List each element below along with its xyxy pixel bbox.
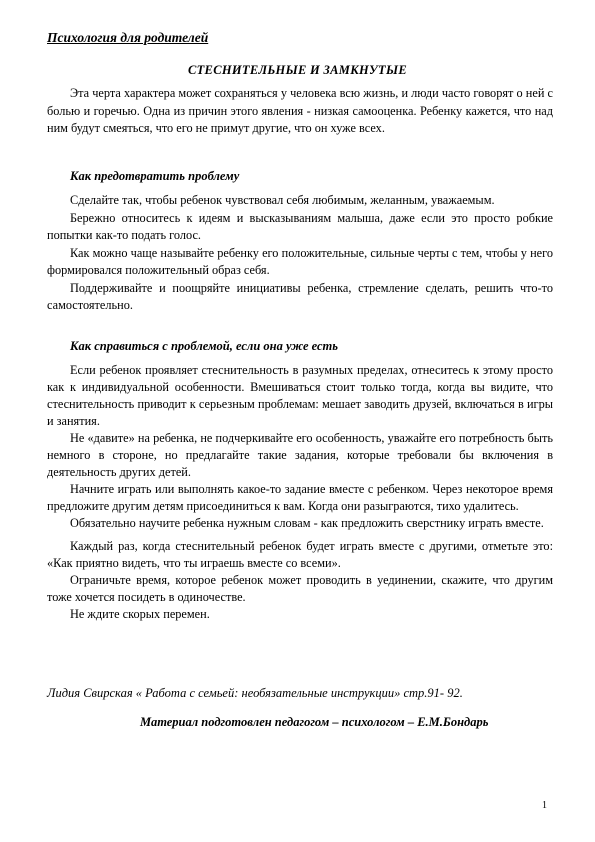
paragraph: Не ждите скорых перемен. bbox=[70, 607, 210, 621]
intro-block bbox=[47, 85, 553, 138]
paragraph: Обязательно научите ребенка нужным словам - как предложить сверстнику играть вместе. bbox=[70, 516, 544, 530]
paragraph: Каждый раз, когда стеснительный ребенок будет играть вместе с другими, отметьте это: «Как приятно видеть, что ты играешь вместе со всеми». bbox=[47, 539, 553, 570]
section-label: Психология для родителей bbox=[47, 30, 209, 45]
paragraph: Поддерживайте и поощряйте инициативы ребенка, стремление сделать, решить что-то самостоятельно. bbox=[47, 280, 553, 312]
paragraph: Бережно относитесь к идеям и высказываниям малыша, даже если это просто робкие попытки как-то подать голос. bbox=[47, 210, 553, 242]
paragraph: Не «давите» на ребенка, не подчеркивайте его особенность, уважайте его потребность быть немного в стороне, но предлагайте такие задания, которые требовали бы включения в деятельность других детей. bbox=[47, 431, 553, 479]
source-citation: Лидия Свирская « Работа с семьей: необязательные инструкции» стр.91- 92. bbox=[47, 686, 463, 700]
heading-cope: Как справиться с проблемой, если она уже есть bbox=[70, 339, 338, 353]
paragraph: Если ребенок проявляет стеснительность в разумных пределах, отнеситесь к этому просто как к индивидуальной особенности. Вмешиваться стоит только тогда, когда вы видите, что стеснительность приводит к серьезным проблемам: мешает заводить друзей, включаться в игры и занятия. bbox=[47, 363, 553, 428]
prevent-block bbox=[47, 192, 553, 315]
page-number: 1 bbox=[542, 800, 547, 811]
cope-block bbox=[47, 362, 553, 623]
paragraph: Как можно чаще называйте ребенку его положительные, сильные черты с тем, чтобы у него формировался положительный образ себя. bbox=[47, 245, 553, 277]
paragraph: Сделайте так, чтобы ребенок чувствовал себя любимым, желанным, уважаемым. bbox=[70, 193, 495, 207]
heading-prevent: Как предотвратить проблему bbox=[70, 169, 240, 183]
author-credit: Материал подготовлен педагогом – психологом – Е.М.Бондарь bbox=[140, 715, 489, 729]
page-title: СТЕСНИТЕЛЬНЫЕ И ЗАМКНУТЫЕ bbox=[187, 63, 407, 77]
paragraph: Начните играть или выполнять какое-то задание вместе с ребенком. Через некоторое время предложите другим детям присоединиться к вам. Когда они разыграются, тихо удалитесь. bbox=[47, 482, 553, 513]
intro-paragraph: Эта черта характера может сохраняться у человека всю жизнь, и люди часто говорят о ней с болью и горечью. Одна из причин этого явления - низкая самооценка. Ребенку кажется, что над ним будут смеяться, что его не примут другие, что он хуже всех. bbox=[47, 86, 553, 135]
paragraph: Ограничьте время, которое ребенок может проводить в уединении, скажите, что другим тоже хочется посидеть в одиночестве. bbox=[47, 573, 553, 604]
